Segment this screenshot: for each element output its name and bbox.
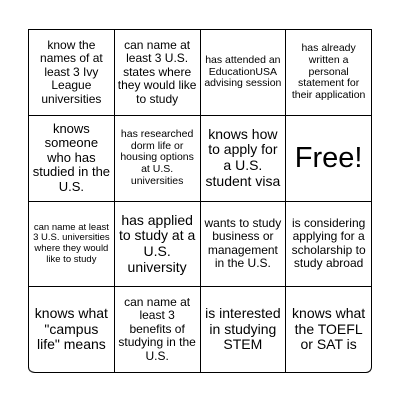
cell-text: has already written a personal statement for their application — [291, 42, 366, 101]
cell-text: knows someone who has studied in the U.S. — [32, 120, 111, 194]
bingo-cell — [286, 30, 372, 116]
cell-text: knows what "campus life" means — [34, 305, 108, 353]
bingo-cell — [115, 202, 201, 288]
cell-text: is interested in studying STEM — [205, 305, 281, 353]
cell-text: can name at least 3 benefits of studying in the U.S. — [118, 295, 196, 363]
cell-text: has attended an EducationUSA advising session — [204, 53, 282, 90]
free-space — [286, 116, 372, 202]
cell-text: know the names of at least 3 Ivy League universities — [40, 37, 103, 106]
bingo-board — [28, 29, 372, 373]
cell-text: has researched dorm life or housing options at U.S. universities — [120, 127, 194, 187]
bingo-cell — [201, 202, 287, 288]
bingo-cell — [29, 202, 115, 288]
bingo-cell — [286, 287, 372, 373]
bingo-cell — [286, 202, 372, 288]
cell-text: knows how to apply for a U.S. student visa — [205, 125, 281, 189]
bingo-cell — [201, 30, 287, 116]
cell-text: knows what the TOEFL or SAT is — [292, 305, 366, 353]
cell-text: has applied to study at a U.S. university — [118, 211, 196, 275]
bingo-cell — [201, 287, 287, 373]
cell-text: is considering applying for a scholarship to study abroad — [291, 216, 366, 271]
bingo-cell — [115, 30, 201, 116]
cell-text: can name at least 3 U.S. universities where they would like to study — [33, 221, 110, 265]
bingo-cell — [201, 116, 287, 202]
bingo-cell — [115, 116, 201, 202]
free-space-text: Free! — [294, 141, 363, 174]
bingo-cell — [29, 116, 115, 202]
cell-text: wants to study business or management in the U.S. — [204, 216, 282, 271]
bingo-cell — [29, 30, 115, 116]
bingo-cell — [115, 287, 201, 373]
cell-text: can name at least 3 U.S. states where they would like to study — [117, 37, 197, 106]
bingo-cell — [29, 287, 115, 373]
